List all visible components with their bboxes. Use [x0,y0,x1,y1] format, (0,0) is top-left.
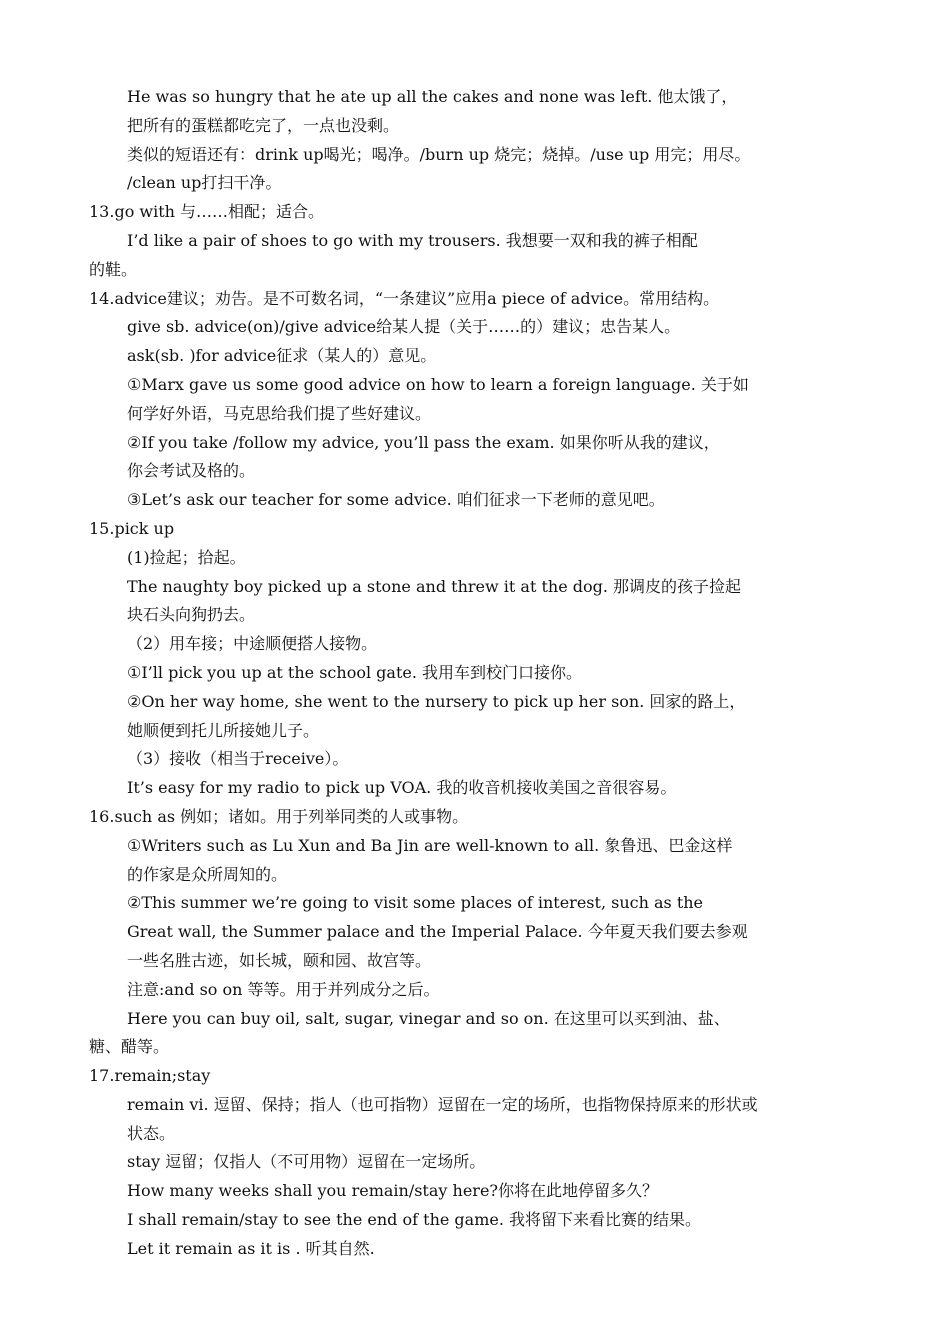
text-line: How many weeks shall you remain/stay here?你将在此地停留多久？ [127,1181,658,1201]
text-line: 块石头向狗扔去。 [127,605,256,625]
text-line: Let it remain as it is . 听其自然. [127,1238,375,1258]
text-line: 的鞋。 [89,259,138,279]
text-line: ①Writers such as Lu Xun and Ba Jin are well-known to all. 象鲁迅、巴金这样 [127,835,733,855]
text-line: （2）用车接；中途顺便搭人接物。 [127,634,378,654]
text-line: /clean up打扫干净。 [127,173,282,193]
text-line: 你会考试及格的。 [127,461,256,481]
text-line: Great wall, the Summer palace and the Imperial Palace. 今年夏天我们要去参观 [127,922,748,942]
item-heading-15: 15.pick up [89,518,175,538]
text-line: （3）接收（相当于receive）。 [127,749,349,769]
text-line: 状态。 [127,1123,176,1143]
text-line: I shall remain/stay to see the end of the game. 我将留下来看比赛的结果。 [127,1210,702,1230]
text-line: ②If you take /follow my advice, you’ll pass the exam. 如果你听从我的建议， [127,432,720,452]
text-line: 一些名胜古迹，如长城，颐和园、故宫等。 [127,950,432,970]
item-heading-13: 13.go with 与……相配；适合。 [89,202,325,222]
text-line: 类似的短语还有：drink up喝光；喝净。/burn up 烧完；烧掉。/use up 用完；用尽。 [127,144,751,164]
text-line: ①I’ll pick you up at the school gate. 我用车到校门口接你。 [127,662,583,682]
text-line: give sb. advice(on)/give advice给某人提（关于……的）建议；忠告某人。 [127,317,681,337]
text-line: ask(sb. )for advice征求（某人的）意见。 [127,346,437,366]
text-line: He was so hungry that he ate up all the cakes and none was left. 他太饿了， [127,87,738,106]
text-line: It’s easy for my radio to pick up VOA. 我的收音机接收美国之音很容易。 [127,778,677,798]
text-line: remain vi. 逗留、保持；指人（也可指物）逗留在一定的场所，也指物保持原来的形状或 [127,1094,758,1114]
text-line: 把所有的蛋糕都吃完了，一点也没剩。 [127,115,400,135]
text-line: ③Let’s ask our teacher for some advice. 咱们征求一下老师的意见吧。 [127,490,665,510]
text-line: 她顺便到托儿所接她儿子。 [127,720,320,740]
item-heading-14: 14.advice建议；劝告。是不可数名词，“一条建议”应用a piece of advice。常用结构。 [89,288,720,308]
item-heading-16: 16.such as 例如；诸如。用于列举同类的人或事物。 [89,806,469,826]
text-line: 何学好外语，马克思给我们提了些好建议。 [127,403,432,423]
document-page [89,83,863,1264]
text-line: I’d like a pair of shoes to go with my trousers. 我想要一双和我的裤子相配 [127,230,698,250]
text-line: ②On her way home, she went to the nursery to pick up her son. 回家的路上， [127,691,746,711]
text-line: The naughty boy picked up a stone and threw it at the dog. 那调皮的孩子捡起 [127,576,742,596]
text-line: ②This summer we’re going to visit some places of interest, such as the [127,893,704,913]
text-line: 注意:and so on 等等。用于并列成分之后。 [127,979,440,999]
text-line: 的作家是众所周知的。 [127,864,288,884]
text-line: 糖、醋等。 [89,1037,170,1057]
text-line: ①Marx gave us some good advice on how to learn a foreign language. 关于如 [127,374,749,394]
text-line: stay 逗留；仅指人（不可用物）逗留在一定场所。 [127,1152,486,1172]
text-line: (1)捡起；拾起。 [127,547,246,567]
item-heading-17: 17.remain;stay [89,1066,211,1086]
text-line: Here you can buy oil, salt, sugar, vinegar and so on. 在这里可以买到油、盐、 [127,1008,730,1028]
